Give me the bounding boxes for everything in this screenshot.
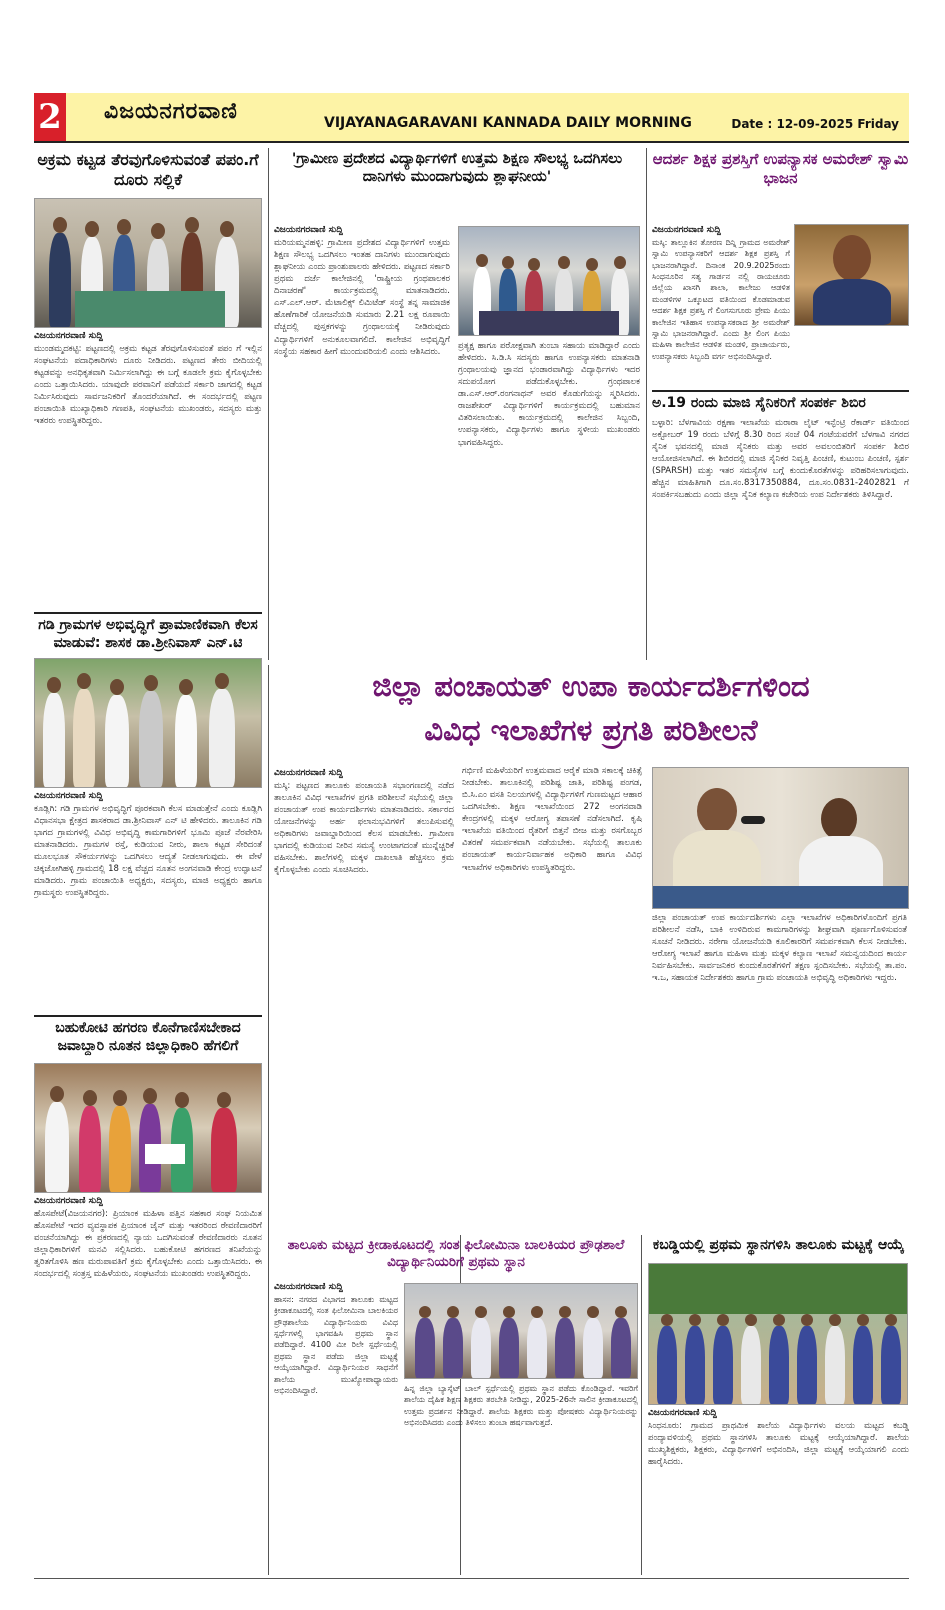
headline: ಆದರ್ಶ ಶಿಕ್ಷಕ ಪ್ರಶಸ್ತಿಗೆ ಉಪನ್ಯಾಸಕ ಅಮರೇಶ್ ಸ್ವಾಮಿ ಭಾಜನ: [652, 150, 909, 187]
page-number: 2: [34, 93, 66, 141]
headline: ಅ.19 ರಂದು ಮಾಜಿ ಸೈನಿಕರಿಗೆ ಸಂಪರ್ಕ ಶಿಬಿರ: [652, 390, 909, 413]
headline: ಅಕ್ರಮ ಕಟ್ಟಡ ತೆರವುಗೊಳಿಸುವಂತೆ ಪಪಂ.ಗೆ ದೂರು ಸಲ್ಲಿಕೆ: [37, 150, 259, 189]
headline: ಬಹುಕೋಟಿ ಹಗರಣ ಕೊನೆಗಾಣಿಸಬೇಕಾದ ಜವಾಬ್ದಾರಿ ನೂತನ ಜಿಲ್ಲಾಧಿಕಾರಿ ಹೆಗಲಿಗೆ: [34, 1015, 262, 1055]
article-rural-education: [274, 150, 640, 658]
column-rule: [646, 148, 647, 660]
group-photo: [34, 1063, 262, 1193]
group-photo: [34, 658, 262, 788]
kabaddi-team-photo: [648, 1263, 908, 1405]
byline: ವಿಜಯನಗರವಾಣಿ ಸುದ್ದಿ: [34, 791, 103, 801]
lead-headline: [275, 665, 907, 752]
article-best-teacher-award: [652, 150, 909, 385]
article-body-continued: ಪ್ರತ್ಯಕ್ಷ ಹಾಗೂ ಪರೋಕ್ಷವಾಗಿ ತುಂಬಾ ಸಹಾಯ ಮಾಡಿದ್ದಾರೆ ಎಂದು ಹೇಳಿದರು. ಸಿ.ಡಿ.ಸಿ ಸದಸ್ಯರು ಹಾಗೂ ಉಪನ್ಯಾಸಕರು ಮಾತನಾಡಿ ಗ್ರಂಥಾಲಯವು ಜ್ಞಾನದ ಭಂಡಾರವಾಗಿದ್ದು ವಿದ್ಯಾರ್ಥಿಗಳು ಇದರ ಸದುಪಯೋಗ ಪಡೆದುಕೊಳ್ಳಬೇಕು. ಗ್ರಂಥಪಾಲಕ ಡಾ.ಎಸ್.ಆರ್.ರಂಗನಾಥನ್ ಅವರ ಕೊಡುಗೆಯನ್ನು ಸ್ಮರಿಸಿದರು. ರಾಜಶೇಖರ್ ವಿದ್ಯಾರ್ಥಿಗಳಿಗೆ ಕಾರ್ಯಕ್ರಮದಲ್ಲಿ ಬಹುಮಾನ ವಿತರಿಸಲಾಯಿತು. ಕಾರ್ಯಕ್ರಮದಲ್ಲಿ ಕಾಲೇಜಿನ ಸಿಬ್ಬಂದಿ, ಉಪನ್ಯಾಸಕರು, ವಿದ್ಯಾರ್ಥಿಗಳು ಹಾಗೂ ಸ್ಥಳೀಯ ಮುಖಂಡರು ಭಾಗವಹಿಸಿದ್ದರು.: [458, 341, 640, 448]
lead-article-col3: [652, 912, 907, 1230]
article-kabaddi: [648, 1237, 909, 1575]
article-body-continued: ಗರ್ಭಿಣಿ ಮಹಿಳೆಯರಿಗೆ ಉತ್ತಮವಾದ ಆರೈಕೆ ಮಾಡಿ ಸಕಾಲಕ್ಕೆ ಚಿಕಿತ್ಸೆ ನೀಡಬೇಕು. ತಾಲೂಕಿನಲ್ಲಿ ಪರಿಶಿಷ್ಟ ಜಾತಿ, ಪರಿಶಿಷ್ಟ ಪಂಗಡ, ಬಿ.ಸಿ.ಎಂ ವಸತಿ ನಿಲಯಗಳಲ್ಲಿ ವಿದ್ಯಾರ್ಥಿಗಳಿಗೆ ಗುಣಮಟ್ಟದ ಆಹಾರ ಒದಗಿಸಬೇಕು. ಶಿಕ್ಷಣ ಇಲಾಖೆಯಿಂದ 272 ಅಂಗನವಾಡಿ ಕೇಂದ್ರಗಳಲ್ಲಿ ಮಕ್ಕಳ ಆರೋಗ್ಯ ತಪಾಸಣೆ ನಡೆಸಲಾಗಿದೆ. ಕೃಷಿ ಇಲಾಖೆಯ ವತಿಯಿಂದ ರೈತರಿಗೆ ಬಿತ್ತನೆ ಬೀಜ ಮತ್ತು ರಸಗೊಬ್ಬರ ವಿತರಣೆ ಸಮರ್ಪಕವಾಗಿ ನಡೆಯಬೇಕು. ಸಭೆಯಲ್ಲಿ ತಾಲೂಕು ಪಂಚಾಯತ್ ಕಾರ್ಯನಿರ್ವಾಹಕ ಅಧಿಕಾರಿ ಹಾಗೂ ವಿವಿಧ ಇಲಾಖೆಗಳ ಅಧಿಕಾರಿಗಳು ಉಪಸ್ಥಿತರಿದ್ದರು.: [462, 766, 642, 873]
article-body: ಬಳ್ಳಾರಿ: ಬೆಳಗಾವಿಯ ರಕ್ಷಣಾ ಇಲಾಖೆಯ ಮರಾಠಾ ಲೈಟ್ ಇನ್ಫೆಂಟ್ರಿ ರೆಕಾರ್ಡ್ ವತಿಯಿಂದ ಅಕ್ಟೋಬರ್ 19 ರಂದು ಬೆಳಿಗ್ಗೆ 8.30 ರಿಂದ ಸಂಜೆ 04 ಗಂಟೆಯವರೆಗೆ ಬೆಳಗಾವಿ ನಗರದ ಸೈನಿಕ ಭವನದಲ್ಲಿ ಮಾಜಿ ಸೈನಿಕರು ಮತ್ತು ಅವರ ಅವಲಂಬಿತರಿಗೆ ಸಂಪರ್ಕ ಶಿಬಿರ ಆಯೋಜಿಸಲಾಗಿದೆ. ಈ ಶಿಬಿರದಲ್ಲಿ ಮಾಜಿ ಸೈನಿಕರ ನಿವೃತ್ತಿ ಪಿಂಚಣಿ, ಕುಟುಂಬ ಪಿಂಚಣಿ, ಸ್ಪರ್ಶ (SPARSH) ಮತ್ತು ಇತರ ಸಮಸ್ಯೆಗಳ ಬಗ್ಗೆ ಕುಂದುಕೊರತೆಗಳನ್ನು ಪರಿಹರಿಸಲಾಗುವುದು. ಹೆಚ್ಚಿನ ಮಾಹಿತಿಗಾಗಿ ದೂ.ಸಂ.8317350884, ದೂ.ಸಂ.0831-2402821 ಗೆ ಸಂಪರ್ಕಿಸಬಹುದು ಎಂದು ಜಿಲ್ಲಾ ಸೈನಿಕ ಕಲ್ಯಾಣ ಕಚೇರಿಯ ಉಪ ನಿರ್ದೇಶಕರು ತಿಳಿಸಿದ್ದಾರೆ.: [652, 417, 909, 500]
article-sports-meet: [274, 1237, 638, 1575]
article-body-continued: ಜಿಲ್ಲಾ ಪಂಚಾಯತ್ ಉಪ ಕಾರ್ಯದರ್ಶಿಗಳು ಎಲ್ಲಾ ಇಲಾಖೆಗಳ ಅಧಿಕಾರಿಗಳೊಂದಿಗೆ ಪ್ರಗತಿ ಪರಿಶೀಲನೆ ನಡೆಸಿ, ಬಾಕಿ ಉಳಿದಿರುವ ಕಾಮಗಾರಿಗಳನ್ನು ಶೀಘ್ರವಾಗಿ ಪೂರ್ಣಗೊಳಿಸುವಂತೆ ಸೂಚನೆ ನೀಡಿದರು. ನರೇಗಾ ಯೋಜನೆಯಡಿ ಕೂಲಿಕಾರರಿಗೆ ಸಮರ್ಪಕವಾಗಿ ಕೆಲಸ ನೀಡಬೇಕು. ಆರೋಗ್ಯ ಇಲಾಖೆ ಹಾಗೂ ಮಹಿಳಾ ಮತ್ತು ಮಕ್ಕಳ ಕಲ್ಯಾಣ ಇಲಾಖೆ ಸಮನ್ವಯದಿಂದ ಕಾರ್ಯ ನಿರ್ವಹಿಸಬೇಕು. ಸಾರ್ವಜನಿಕರ ಕುಂದುಕೊರತೆಗಳಿಗೆ ತಕ್ಷಣ ಸ್ಪಂದಿಸಬೇಕು. ಸಭೆಯಲ್ಲಿ ತಾ.ಪಂ. ಇ.ಒ, ಸಹಾಯಕ ನಿರ್ದೇಶಕರು ಹಾಗೂ ಗ್ರಾಮ ಪಂಚಾಯತಿ ಅಭಿವೃದ್ಧಿ ಅಧಿಕಾರಿಗಳು ಇದ್ದರು.: [652, 913, 907, 984]
column-rule: [268, 148, 269, 660]
article-body-continued: ಹಿನ್ನ ಜಿಲ್ಲಾ ಬ್ಯಾಸ್ಕೆಟ್ ಬಾಲ್ ಸ್ಪರ್ಧೆಯಲ್ಲಿ ಪ್ರಥಮ ಸ್ಥಾನ ಪಡೆದು ಕೊಂಡಿದ್ದಾರೆ. ಇವರಿಗೆ ಶಾಲೆಯ ದೈಹಿಕ ಶಿಕ್ಷಣ ಶಿಕ್ಷಕರು ತರಬೇತಿ ನೀಡಿದ್ದು, 2025-26ನೇ ಸಾಲಿನ ಕ್ರೀಡಾಕೂಟದಲ್ಲಿ ಉತ್ತಮ ಪ್ರದರ್ಶನ ನೀಡಿದ್ದಾರೆ. ಶಾಲೆಯ ಶಿಕ್ಷಕರು ಮತ್ತು ಪೋಷಕರು ವಿದ್ಯಾರ್ಥಿನಿಯರನ್ನು ಅಭಿನಂದಿಸಿದರು ಎಂದು ತಿಳಿಸಲು ತುಂಬಾ ಹರ್ಷವಾಗುತ್ತದೆ.: [404, 1384, 638, 1428]
article-body: ಮುಂಡಮ್ಮದಕಟ್ಟಿ: ಪಟ್ಟಣದಲ್ಲಿ ಅಕ್ರಮ ಕಟ್ಟಡ ತೆರವುಗೊಳಿಸುವಂತೆ ಪಪಂ ಗೆ ಇಲ್ಲಿನ ಸಂಘಟನೆಯ ಪದಾಧಿಕಾರಿಗಳು ದೂರು ನೀಡಿದರು. ಪಟ್ಟಣದ ತೇರು ಬೀದಿಯಲ್ಲಿ ಕಟ್ಟಡವನ್ನು ಅನಧಿಕೃತವಾಗಿ ನಿರ್ಮಿಸಲಾಗಿದ್ದು ಈ ಬಗ್ಗೆ ಕೂಡಲೇ ಕ್ರಮ ಕೈಗೊಳ್ಳಬೇಕು ಎಂದು ಒತ್ತಾಯಿಸಿದರು. ಯಾವುದೇ ಪರವಾನಿಗೆ ಪಡೆಯದೆ ಸರ್ಕಾರಿ ಜಾಗದಲ್ಲಿ ಕಟ್ಟಡ ನಿರ್ಮಿಸಿರುವುದು ಸಾರ್ವಜನಿಕರಿಗೆ ತೊಂದರೆಯಾಗಿದೆ. ಈ ಸಂದರ್ಭದಲ್ಲಿ ಪಟ್ಟಣ ಪಂಚಾಯಿತಿ ಮುಖ್ಯಾಧಿಕಾರಿ ಗಣಪತಿ, ಸಂಘಟನೆಯ ಮುಖಂಡರು, ಸದಸ್ಯರು ಮತ್ತು ಇತರರು ಉಪಸ್ಥಿತರಿದ್ದರು.: [34, 344, 262, 427]
logo-english: VIJAYANAGARAVANI KANNADA DAILY MORNING: [324, 115, 692, 131]
article-ex-servicemen-camp: [652, 390, 909, 658]
headline: ಗಡಿ ಗ್ರಾಮಗಳ ಅಭಿವೃದ್ಧಿಗೆ ಪ್ರಾಮಾಣಿಕವಾಗಿ ಕೆಲಸ ಮಾಡುವೆ: ಶಾಸಕ ಡಾ.ಶ್ರೀನಿವಾಸ್ ಎನ್.ಟಿ: [34, 612, 262, 652]
logo-kannada: ವಿಜಯನಗರವಾಣಿ: [104, 99, 238, 124]
headline: 'ಗ್ರಾಮೀಣ ಪ್ರದೇಶದ ವಿದ್ಯಾರ್ಥಿಗಳಿಗೆ ಉತ್ತಮ ಶಿಕ್ಷಣ ಸೌಲಭ್ಯ ಒದಗಿಸಲು ದಾನಿಗಳು ಮುಂದಾಗುವುದು ಶ್ಲಾಘನೀಯ': [291, 151, 623, 186]
article-body: ಮರಿಯಮ್ಮನಹಳ್ಳಿ: ಗ್ರಾಮೀಣ ಪ್ರದೇಶದ ವಿದ್ಯಾರ್ಥಿಗಳಿಗೆ ಉತ್ತಮ ಶಿಕ್ಷಣ ಸೌಲಭ್ಯ ಒದಗಿಸಲು ಇಂತಹ ದಾನಿಗಳು ಮುಂದಾಗುವುದು ಶ್ಲಾಘನೀಯ ಎಂದು ಪ್ರಾಂಶುಪಾಲರು ಹೇಳಿದರು. ಪಟ್ಟಣದ ಸರ್ಕಾರಿ ಪ್ರಥಮ ದರ್ಜೆ ಕಾಲೇಜಿನಲ್ಲಿ 'ರಾಷ್ಟ್ರೀಯ ಗ್ರಂಥಪಾಲಕರ ದಿನಾಚರಣೆ' ಕಾರ್ಯಕ್ರಮದಲ್ಲಿ ಮಾತನಾಡಿದರು. ಎಸ್.ಎಲ್.ಆರ್. ಮೆಟಾಲಿಕ್ಸ್ ಲಿಮಿಟೆಡ್ ಸಂಸ್ಥೆ ತನ್ನ ಸಾಮಾಜಿಕ ಹೊಣೆಗಾರಿಕೆ ಯೋಜನೆಯಡಿ ಸುಮಾರು 2.21 ಲಕ್ಷ ರೂಪಾಯಿ ವೆಚ್ಚದಲ್ಲಿ ಪುಸ್ತಕಗಳನ್ನು ಗ್ರಂಥಾಲಯಕ್ಕೆ ನೀಡಿರುವುದು ವಿದ್ಯಾರ್ಥಿಗಳಿಗೆ ಅನುಕೂಲವಾಗಲಿದೆ. ಕಾಲೇಜಿನ ಅಭಿವೃದ್ಧಿಗೆ ಸಂಸ್ಥೆಯ ಸಹಕಾರ ಹೀಗೆ ಮುಂದುವರಿಯಲಿ ಎಂದು ಆಶಿಸಿದರು.: [274, 238, 450, 357]
lead-article-col1: [274, 765, 454, 1230]
masthead: [34, 93, 909, 143]
article-body: ಹಾಸನ: ನಗರದ ವಿಭಾಗದ ತಾಲೂಕು ಮಟ್ಟದ ಕ್ರೀಡಾಕೂಟದಲ್ಲಿ ಸಂತ ಫಿಲೋಮಿನಾ ಬಾಲಕಿಯರ ಪ್ರೌಢಶಾಲೆಯ ವಿದ್ಯಾರ್ಥಿನಿಯರು ವಿವಿಧ ಸ್ಪರ್ಧೆಗಳಲ್ಲಿ ಭಾಗವಹಿಸಿ ಪ್ರಥಮ ಸ್ಥಾನ ಪಡೆದಿದ್ದಾರೆ. 4100 ಮೀ ರಿಲೇ ಸ್ಪರ್ಧೆಯಲ್ಲಿ ಪ್ರಥಮ ಸ್ಥಾನ ಪಡೆದು ಜಿಲ್ಲಾ ಮಟ್ಟಕ್ಕೆ ಆಯ್ಕೆಯಾಗಿದ್ದಾರೆ. ವಿದ್ಯಾರ್ಥಿನಿಯರ ಸಾಧನೆಗೆ ಶಾಲೆಯ ಮುಖ್ಯೋಪಾಧ್ಯಾಯರು ಅಭಿನಂದಿಸಿದ್ದಾರೆ.: [274, 1295, 398, 1395]
column-rule: [641, 1235, 642, 1575]
lead-headline-line1: ಜಿಲ್ಲಾ ಪಂಚಾಯತ್ ಉಪಾ ಕಾರ್ಯದರ್ಶಿಗಳಿಂದ: [372, 669, 810, 703]
article-body: ಸಿಂಧನೂರು: ಗ್ರಾಮದ ಪ್ರಾಥಮಿಕ ಶಾಲೆಯ ವಿದ್ಯಾರ್ಥಿಗಳು ವಲಯ ಮಟ್ಟದ ಕಬಡ್ಡಿ ಪಂದ್ಯಾವಳಿಯಲ್ಲಿ ಪ್ರಥಮ ಸ್ಥಾನಗಳಿಸಿ ತಾಲೂಕು ಮಟ್ಟಕ್ಕೆ ಆಯ್ಕೆಯಾಗಿದ್ದಾರೆ. ಶಾಲೆಯ ಮುಖ್ಯಶಿಕ್ಷಕರು, ಶಿಕ್ಷಕರು, ವಿದ್ಯಾರ್ಥಿಗಳಿಗೆ ಅಭಿನಂದಿಸಿ, ಜಿಲ್ಲಾ ಮಟ್ಟಕ್ಕೆ ಆಯ್ಕೆಯಾಗಲಿ ಎಂದು ಹಾರೈಸಿದರು.: [648, 1420, 909, 1467]
byline: ವಿಜಯನಗರವಾಣಿ ಸುದ್ದಿ: [652, 225, 721, 235]
article-body: ಹೊಸಪೇಟೆ(ವಿಜಯನಗರ): ಪ್ರಿಯಾಂಕ ಮಹಿಳಾ ಪತ್ತಿನ ಸಹಕಾರ ಸಂಘ ನಿಯಮಿತ ಹೊಸಪೇಟೆ ಇದರ ವ್ಯವಸ್ಥಾಪಕ ಪ್ರಿಯಾಂಕ ಜೈನ್ ಮತ್ತು ಇತರರಿಂದ ಠೇವಣಿದಾರರಿಗೆ ವಂಚನೆಯಾಗಿದ್ದು ಈ ಪ್ರಕರಣದಲ್ಲಿ ನ್ಯಾಯ ಒದಗಿಸುವಂತೆ ಠೇವಣಿದಾರರು ನೂತನ ಜಿಲ್ಲಾಧಿಕಾರಿಗಳಿಗೆ ಮನವಿ ಸಲ್ಲಿಸಿದರು. ಬಹುಕೋಟಿ ಹಗರಣದ ತನಿಖೆಯನ್ನು ತ್ವರಿತಗೊಳಿಸಿ ಹಣ ಮರುಪಾವತಿಗೆ ಕ್ರಮ ಕೈಗೊಳ್ಳಬೇಕು ಎಂದು ಒತ್ತಾಯಿಸಿದರು. ಈ ಸಂದರ್ಭದಲ್ಲಿ ಸಂತ್ರಸ್ತ ಮಹಿಳೆಯರು, ಸಂಘಟನೆಯ ಮುಖಂಡರು ಉಪಸ್ಥಿತರಿದ್ದರು.: [34, 1209, 262, 1280]
byline: ವಿಜಯನಗರವಾಣಿ ಸುದ್ದಿ: [34, 1196, 103, 1206]
byline: ವಿಜಯನಗರವಾಣಿ ಸುದ್ದಿ: [274, 1282, 343, 1292]
byline: ವಿಜಯನಗರವಾಣಿ ಸುದ್ದಿ: [648, 1407, 717, 1418]
headline: ತಾಲೂಕು ಮಟ್ಟದ ಕ್ರೀಡಾಕೂಟದಲ್ಲಿ ಸಂತ ಫಿಲೋಮಿನಾ ಬಾಲಕಿಯರ ಪ್ರೌಢಶಾಲೆ ವಿದ್ಯಾರ್ಥಿನಿಯರಿಗೆ ಪ್ರಥಮ ಸ್ಥಾನ: [287, 1237, 625, 1270]
headline: ಕಬಡ್ಡಿಯಲ್ಲಿ ಪ್ರಥಮ ಸ್ಥಾನಗಳಿಸಿ ತಾಲೂಕು ಮಟ್ಟಕ್ಕೆ ಆಯ್ಕೆ: [652, 1237, 905, 1253]
issue-date: Date : 12-09-2025 Friday: [731, 117, 899, 131]
article-body: ಮಸ್ಕಿ: ಪಟ್ಟಣದ ತಾಲೂಕು ಪಂಚಾಯತಿ ಸಭಾಂಗಣದಲ್ಲಿ ನಡೆದ ತಾಲೂಕಿನ ವಿವಿಧ ಇಲಾಖೆಗಳ ಪ್ರಗತಿ ಪರಿಶೀಲನೆ ಸಭೆಯಲ್ಲಿ ಜಿಲ್ಲಾ ಪಂಚಾಯತ್ ಉಪ ಕಾರ್ಯದರ್ಶಿಗಳು ಮಾತನಾಡಿದರು. ಸರ್ಕಾರದ ಯೋಜನೆಗಳನ್ನು ಅರ್ಹ ಫಲಾನುಭವಿಗಳಿಗೆ ತಲುಪಿಸುವಲ್ಲಿ ಅಧಿಕಾರಿಗಳು ಜವಾಬ್ದಾರಿಯಿಂದ ಕೆಲಸ ಮಾಡಬೇಕು. ಗ್ರಾಮೀಣ ಭಾಗದಲ್ಲಿ ಕುಡಿಯುವ ನೀರಿನ ಸಮಸ್ಯೆ ಉಂಟಾಗದಂತೆ ಮುನ್ನೆಚ್ಚರಿಕೆ ವಹಿಸಬೇಕು. ಶಾಲೆಗಳಲ್ಲಿ ಮಕ್ಕಳ ದಾಖಲಾತಿ ಹೆಚ್ಚಿಸಲು ಕ್ರಮ ಕೈಗೊಳ್ಳಬೇಕು ಎಂದು ಸೂಚಿಸಿದರು.: [274, 781, 454, 876]
event-photo: [458, 226, 640, 336]
portrait-photo: [794, 224, 909, 326]
article-body: ಮಸ್ಕಿ: ತಾಲ್ಲೂಕಿನ ತೋರಣ ದಿನ್ನಿ ಗ್ರಾಮದ ಅಮರೇಶ್ ಸ್ವಾಮಿ ಉಪನ್ಯಾಸಕರಿಗೆ ಆದರ್ಶ ಶಿಕ್ಷಕ ಪ್ರಶಸ್ತಿ ಗೆ ಭಾಜನರಾಗಿದ್ದಾರೆ. ದಿನಾಂಕ 20.9.2025ರಂದು ಸಿಂಧನೂರಿನ ಸತ್ಯ ಗಾರ್ಡನ ನಲ್ಲಿ ರಾಯಚೂರು ಜಿಲ್ಲೆಯ ಖಾಸಗಿ ಶಾಲಾ, ಕಾಲೇಜು ಆಡಳಿತ ಮಂಡಳಿಗಳ ಒಕ್ಕೂಟದ ವತಿಯಿಂದ ಕೊಡಮಾಡುವ ಆದರ್ಶ ಶಿಕ್ಷಕ ಪ್ರಶಸ್ತಿ ಗೆ ಲಿಂಗಸುಗೂರು ಪ್ರೇಮ ಪಿಯು ಕಾಲೇಜಿನ ಇತಿಹಾಸ ಉಪನ್ಯಾಸಕರಾದ ಶ್ರೀ ಅಮರೇಶ್ ಸ್ವಾಮಿ ಭಾಜನರಾಗಿದ್ದಾರೆ. ಎಂದು ಶ್ರೀ ಲಿಂಗ ಪಿಯು ಮಹಿಳಾ ಕಾಲೇಜಿನ ಆಡಳಿತ ಮಂಡಳಿ, ಪ್ರಾಚಾರ್ಯರು, ಉಪನ್ಯಾಸಕರು ಸಿಬ್ಬಂದಿ ವರ್ಗ ಅಭಿನಂದಿಸಿದ್ದಾರೆ.: [652, 238, 790, 361]
byline: ವಿಜಯನಗರವಾಣಿ ಸುದ್ದಿ: [34, 331, 103, 341]
lead-headline-line2: ವಿವಿಧ ಇಲಾಖೆಗಳ ಪ್ರಗತಿ ಪರಿಶೀಲನೆ: [424, 712, 758, 747]
column-rule: [268, 665, 269, 1575]
article-border-villages: [34, 612, 262, 1010]
article-illegal-building: [34, 150, 262, 610]
article-multicrore-scam: [34, 1015, 262, 1575]
page-bottom-rule: [34, 1578, 909, 1579]
group-photo: [34, 198, 262, 328]
lead-article-col2: [462, 765, 642, 1230]
meeting-photo: [652, 767, 909, 909]
students-photo: [404, 1283, 638, 1379]
article-body: ಕೂಡ್ಲಿಗಿ: ಗಡಿ ಗ್ರಾಮಗಳ ಅಭಿವೃದ್ಧಿಗೆ ಪೂರಕವಾಗಿ ಕೆಲಸ ಮಾಡುತ್ತೇನೆ ಎಂದು ಕೂಡ್ಲಿಗಿ ವಿಧಾನಸಭಾ ಕ್ಷೇತ್ರದ ಶಾಸಕರಾದ ಡಾ.ಶ್ರೀನಿವಾಸ್ ಎನ್ ಟಿ ಹೇಳಿದರು. ತಾಲೂಕಿನ ಗಡಿ ಭಾಗದ ಗ್ರಾಮಗಳಲ್ಲಿ ವಿವಿಧ ಅಭಿವೃದ್ಧಿ ಕಾಮಗಾರಿಗಳಿಗೆ ಭೂಮಿ ಪೂಜೆ ನೆರವೇರಿಸಿ ಮಾತನಾಡಿದರು. ಗ್ರಾಮಗಳ ರಸ್ತೆ, ಕುಡಿಯುವ ನೀರು, ಶಾಲಾ ಕಟ್ಟಡ ಸೇರಿದಂತೆ ಮೂಲಭೂತ ಸೌಕರ್ಯಗಳನ್ನು ಒದಗಿಸಲು ಆದ್ಯತೆ ನೀಡಲಾಗುವುದು. ಈ ವೇಳೆ ಚಿಕ್ಕಜೋಗಿಹಳ್ಳಿ ಗ್ರಾಮದಲ್ಲಿ 18 ಲಕ್ಷ ವೆಚ್ಚದ ನೂತನ ಅಂಗನವಾಡಿ ಕೇಂದ್ರ ಉದ್ಘಾಟನೆ ಮಾಡಿದರು. ಗ್ರಾಮ ಪಂಚಾಯಿತಿ ಅಧ್ಯಕ್ಷರು, ಸದಸ್ಯರು, ಮಾಜಿ ಅಧ್ಯಕ್ಷರು ಹಾಗೂ ಗ್ರಾಮಸ್ಥರು ಉಪಸ್ಥಿತರಿದ್ದರು.: [34, 804, 262, 899]
byline: ವಿಜಯನಗರವಾಣಿ ಸುದ್ದಿ: [274, 768, 343, 778]
byline: ವಿಜಯನಗರವಾಣಿ ಸುದ್ದಿ: [274, 225, 343, 235]
